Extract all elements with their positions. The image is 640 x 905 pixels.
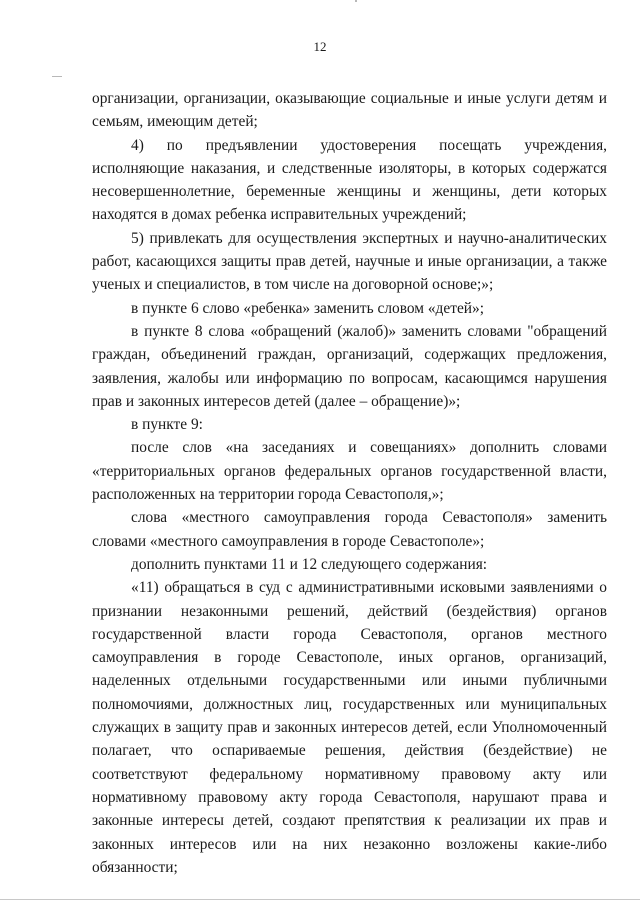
paragraph: дополнить пунктами 11 и 12 следующего содержания: [131, 555, 488, 573]
page-bottom-edge [0, 899, 640, 900]
paragraph: в пункте 8 слова «обращений (жалоб)» заменить словами "обращений граждан, объединений граждан, организаций, содержащих предложения, заявления, жалобы или информацию по вопросам, касающимся нарушения прав и законных интересов детей (далее – обращение)»; [92, 322, 607, 410]
paragraph: 4) по предъявлении удостоверения посещать учреждения, исполняющие наказания, и следственные изоляторы, в которых содержатся несовершеннолетние, беременные женщины и женщины, дети которых находятся в домах ребенка исправительных учреждений; [92, 136, 607, 224]
document-body [92, 87, 607, 879]
paragraph: в пункте 9: [131, 416, 203, 434]
paragraph: слова «местного самоуправления города Севастополя» заменить словами «местного самоуправления в городе Севастополе»; [92, 509, 607, 550]
paragraph: после слов «на заседаниях и совещаниях» дополнить словами «территориальных органов федеральных органов государственной власти, расположенных на территории города Севастополя,»; [92, 439, 607, 504]
paragraph: «11) обращаться в суд с административными исковыми заявлениями о признании незаконными решений, действий (бездействия) органов государственной власти города Севастополя, органов местного самоуправления в городе Севастополе, иных органов, организаций, наделенных отдельными государственными или иными публичными полномочиями, должностных лиц, государственных или муниципальных служащих в защиту прав и законных интересов детей, если Уполномоченный полагает, что оспариваемые решения, действия (бездействие) не соответствуют федеральному нормативному правовому акту или нормативному правовому акту города Севастополя, нарушают права и законные интересы детей, создают препятствия к реализации их прав и законных интересов или на них незаконно возложены какие-либо обязанности; [92, 579, 607, 876]
paragraph: организации, организации, оказывающие социальные и иные услуги детям и семьям, имеющим детей; [92, 90, 607, 131]
scan-artifact-left [52, 76, 62, 77]
paragraph: в пункте 6 слово «ребенка» заменить словом «детей»; [131, 299, 484, 317]
scan-artifact-top [355, 0, 357, 2]
page-number: 12 [313, 39, 327, 54]
paragraph: 5) привлекать для осуществления экспертных и научно-аналитических работ, касающихся защиты прав детей, научные и иные организации, а также ученых и специалистов, в том числе на договорной основе;»; [92, 229, 607, 294]
